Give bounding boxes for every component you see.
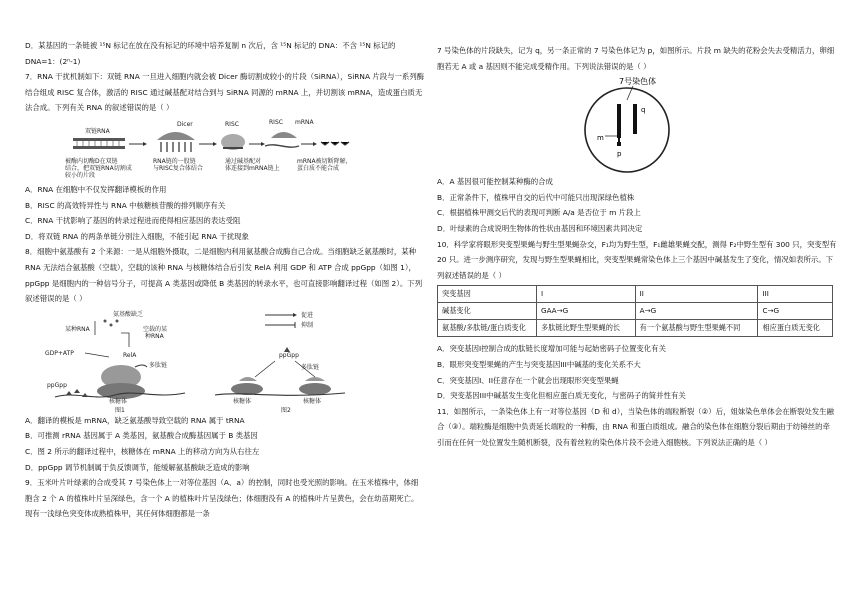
trna-shape: [121, 333, 129, 347]
svg-text:核糖体: 核糖体: [109, 397, 128, 405]
svg-text:RNA链的一股链: RNA链的一股链: [153, 157, 196, 165]
q7-option-d: D．将双链 RNA 的两条单链分别注入细胞，不能引起 RNA 干扰现象: [25, 231, 249, 241]
q8-figure: [25, 307, 425, 413]
risc2-label: RISC: [269, 118, 283, 126]
svg-text:结合，把双链RNA切割成: 结合，把双链RNA切割成: [65, 164, 132, 172]
q10-option-b: B．眼形突变型果蝇的产生与突变基因III中碱基的变化关系不大: [437, 359, 641, 369]
svg-text:较小的片段: 较小的片段: [65, 171, 96, 179]
svg-text:p: p: [617, 150, 622, 159]
table-row: 氨基酸/多肽链/蛋白质变化 多肽链比野生型果蝇的长 有一个氨基酸与野生型果蝇不同 相应蛋白质无变化: [438, 320, 833, 337]
q7-figure: [25, 116, 425, 182]
risc-label: RISC: [225, 120, 239, 128]
dicer-shape: [157, 132, 195, 140]
q9-option-b: B．正常条件下，植株甲自交的后代中可能只出现深绿色植株: [437, 192, 635, 202]
q10-stem: 10．科学家将眼形突变型果蝇与野生型果蝇杂交，F₁均为野生型，F₁雌雄果蝇交配，测得 F₂中野生型有 300 只，突变型有 20 只。进一步测序研究，发现与野生型果蝇相比，突变型果蝇常染色体上三个基因中碱基发生了变化，情况如表所示。下列叙述错误的是（ ）: [437, 239, 837, 280]
svg-text:ppGpp: ppGpp: [47, 381, 67, 389]
amino-acid-dots: [104, 319, 119, 326]
q8-option-c: C．图 2 所示的翻译过程中，核糖体在 mRNA 上的移动方向为从右往左: [25, 446, 260, 456]
ppgpp-diagram: [25, 307, 355, 413]
q7-option-b: B．RISC 的高效特异性与 RNA 中核糖核苷酸的排列顺序有关: [25, 200, 226, 210]
q8-option-a: A．翻译的模板是 mRNA，缺乏氨基酸导致空载的 RNA 属于 tRNA: [25, 415, 245, 425]
svg-text:氨基酸缺乏: 氨基酸缺乏: [113, 310, 144, 318]
table-row: 碱基变化 GAA→G A→G C→G: [438, 303, 833, 320]
svg-text:蛋白质不能合成: 蛋白质不能合成: [297, 164, 340, 172]
ribosome-2: [239, 377, 257, 381]
chromosome-title: 7号染色体: [619, 77, 657, 87]
svg-text:与RISC复合体结合: 与RISC复合体结合: [153, 164, 203, 172]
chromosome-q: [633, 104, 637, 134]
dicer-label: Dicer: [177, 120, 193, 128]
svg-text:mRNA被切断降解，: mRNA被切断降解，: [297, 157, 352, 165]
svg-text:抑制: 抑制: [301, 321, 314, 329]
right-column: [437, 43, 837, 451]
mutation-table: [437, 285, 833, 337]
svg-text:某种RNA: 某种RNA: [65, 325, 90, 333]
q11-stem: 11．如图所示，一条染色体上有一对等位基因（D 和 d），当染色体的端粒断裂（②）后，姐妹染色单体会在断裂处发生融合（③）。端粒酶是细胞中负责延长端粒的一种酶，由 RNA 和蛋白质组成。融合的染色体在细胞分裂后期由于纺锤丝的牵引而在任何一处位置发生随机断裂，没有着丝粒的染色体片段不会进入细胞核。下列说法正确的是（ ）: [437, 406, 834, 447]
svg-text:图1: 图1: [115, 406, 125, 413]
svg-text:图2: 图2: [281, 406, 291, 413]
svg-text:体连接到mRNA链上: 体连接到mRNA链上: [225, 164, 280, 172]
q7-option-a: A．RNA 在细胞中不仅发挥翻译模板的作用: [25, 184, 167, 194]
svg-text:ppGpp: ppGpp: [279, 351, 299, 359]
q9-stem-start: 9．玉米叶片叶绿素的合成受其 7 号染色体上一对等位基因（A、a）的控制，同时也受光照的影响。在玉米植株中，体细胞含 2 个 A 的植株叶片呈深绿色，含一个 A 的植株叶片呈浅绿色；体细胞没有 A 的植株叶片呈黄色，会在幼苗期死亡。现有一浅绿色突变体成熟植株甲，其任何体细胞都是一条: [25, 478, 419, 519]
svg-text:多肽链: 多肽链: [301, 363, 320, 371]
chromosome-figure: [437, 74, 837, 174]
table-header-row: 突变基因 I II III: [438, 286, 833, 303]
q9-stem-continued: 7 号染色体的片段缺失，记为 q，另一条正常的 7 号染色体记为 p，如图所示。片段 m 缺失的花粉会失去受精活力，卵细胞若无 A 或 a 基因则不能完成受精作用。下列说法错误的是（ ）: [437, 46, 835, 71]
q8-option-b: B．可推测 rRNA 基因属于 A 类基因，氨基酸合成酶基因属于 B 类基因: [25, 431, 258, 441]
svg-text:m: m: [597, 134, 604, 143]
q9-option-c: C．根据植株甲测交后代的表现可判断 A/a 是否位于 m 片段上: [437, 208, 641, 218]
svg-text:被酶内切酶D在双链: 被酶内切酶D在双链: [65, 157, 118, 165]
q7-stem: 7．RNA 干扰机制如下：双链 RNA 一旦进入细胞内就会被 Dicer 酶切割成较小的片段（SiRNA），SiRNA 片段与一系列酶结合组成 RISC 复合体，激活的 RISC 通过碱基配对结合到与 SiRNA 同源的 mRNA 上，并切割该 mRNA，造成蛋白质无法合成。下列有关 RNA 的叙述错误的是（ ）: [25, 72, 425, 113]
svg-text:空载的某: 空载的某: [143, 325, 168, 333]
dsrna-shape: [73, 138, 125, 149]
dsrna-label: 双链RNA: [85, 127, 110, 135]
svg-text:种RNA: 种RNA: [145, 332, 164, 340]
q10-option-a: A．突变基因I控制合成的肽链长度增加可能与起始密码子位置变化有关: [437, 344, 666, 354]
chromosome-p: [617, 104, 621, 138]
svg-text:核糖体: 核糖体: [233, 397, 252, 405]
svg-text:GDP+ATP: GDP+ATP: [45, 349, 74, 357]
ribosome-3: [305, 377, 325, 381]
cell-outline: [585, 88, 669, 172]
degraded-mrna: [321, 142, 349, 145]
q10-option-d: D．突变基因III中碱基发生变化但相应蛋白质无变化，与密码子的简并性有关: [437, 391, 686, 401]
left-column: [25, 38, 425, 522]
svg-text:促进: 促进: [301, 311, 314, 319]
svg-text:多肽链: 多肽链: [149, 361, 168, 369]
q7-option-c: C．RNA 干扰影响了基因的转录过程进而使得相应基因的表达受阻: [25, 216, 241, 226]
svg-text:q: q: [641, 106, 646, 115]
rna-interference-diagram: [25, 116, 355, 182]
mrna-label: mRNA: [295, 118, 314, 126]
q9-option-a: A．A 基因很可能控制某种酶的合成: [437, 177, 553, 187]
chromosome-7-diagram: [437, 74, 837, 174]
svg-text:通过碱基配对: 通过碱基配对: [225, 157, 262, 165]
q10-option-c: C．突变基因I、II任意存在一个就会出现眼形突变型果蝇: [437, 375, 619, 385]
q8-stem: 8．细胞中氨基酸有 2 个来源：一是从细胞外摄取，二是细胞内利用氨基酸合成酶自己合成。当细胞缺乏氨基酸时，某种 RNA 无法结合氨基酸（空载），空载的该种 RNA 与核糖体结合后引发 RelA 利用 GDP 和 ATP 合成 ppGpp（如图 1），ppGpp 是细胞内的一种信号分子，可提高 A 类基因或降低 B 类基因的转录水平，也可直接影响翻译过程（如图 2）。下列叙述错误的是（ ）: [25, 247, 423, 304]
svg-text:RelA: RelA: [123, 351, 137, 359]
svg-text:核糖体: 核糖体: [303, 397, 322, 405]
q8-option-d: D．ppGpp 调节机制属于负反馈调节，能缓解氨基酸缺乏造成的影响: [25, 462, 250, 472]
q9-option-d: D．叶绿素的合成说明生物体的性状由基因和环境因素共同决定: [437, 223, 643, 233]
q6-option-d: D．某基因的一条链被 ¹⁵N 标记在放在没有标记的环境中培养复制 n 次后，含 ¹⁵N 标记的 DNA：不含 ¹⁵N 标记的 DNA=1：(2ⁿ-1): [25, 41, 396, 66]
